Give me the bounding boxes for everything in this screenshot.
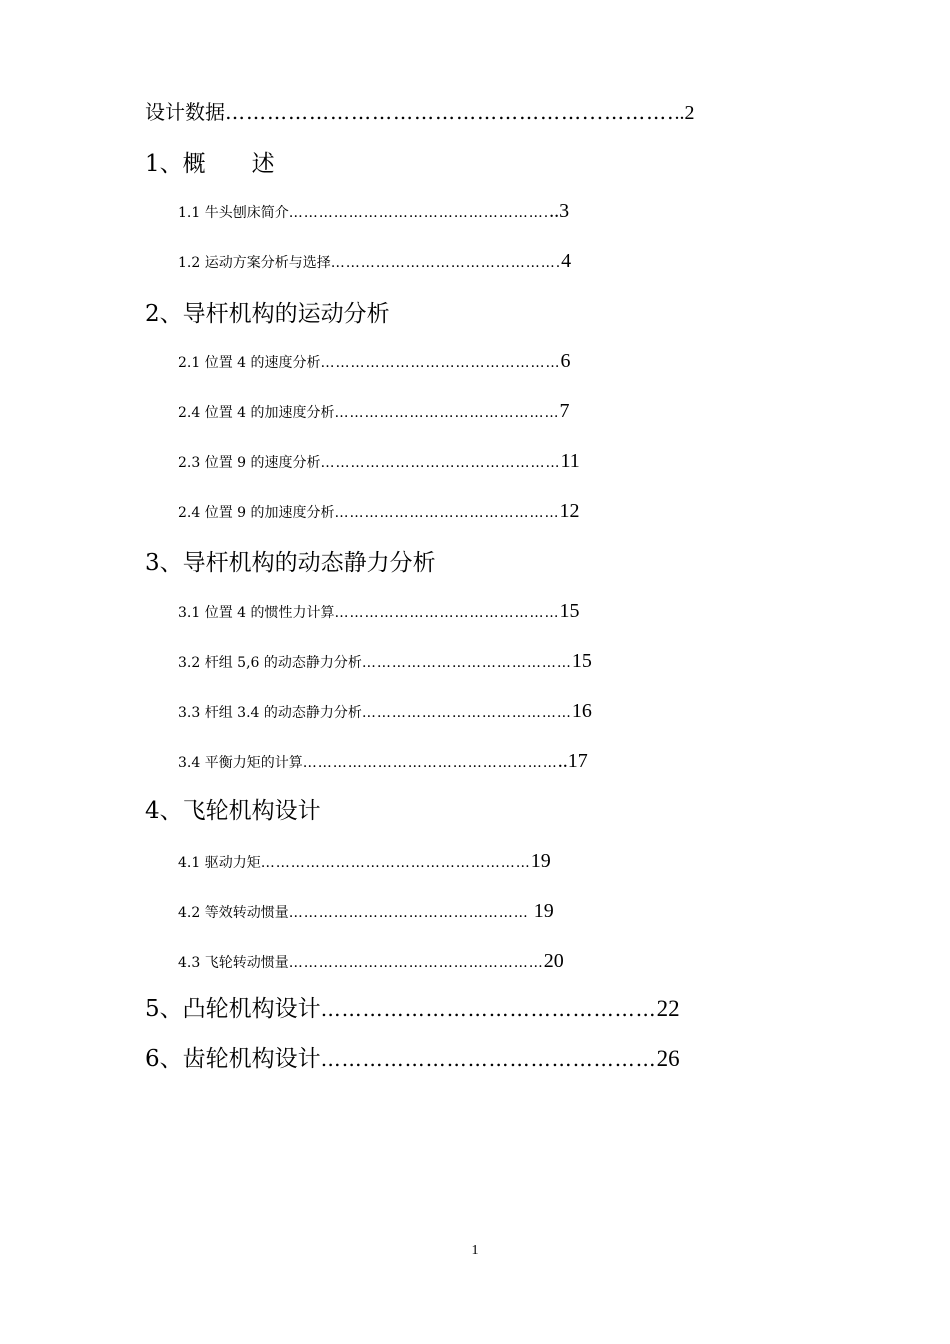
- toc-page-number: 16: [571, 700, 592, 722]
- toc-leader-dots: ……………………………………………: [288, 955, 544, 971]
- toc-leader-dots: ……………………………………………: [302, 755, 558, 771]
- toc-title: 5、凸轮机构设计: [145, 996, 321, 1022]
- toc-entry-3-1: [178, 600, 580, 623]
- toc-leader-dots: ………………………………………: [334, 505, 560, 521]
- toc-entry-2-4b: [178, 500, 580, 523]
- toc-leader-dots: ………………………………………: [334, 405, 560, 421]
- toc-leader-dots: ……………………………………………...……….: [225, 100, 675, 124]
- toc-page-number: 20: [543, 950, 564, 972]
- toc-title: 3.4 平衡力矩的计算: [178, 755, 303, 771]
- toc-title: 4、飞轮机构设计: [145, 798, 321, 824]
- toc-chapter-4: [145, 792, 321, 825]
- toc-page-number: ..2: [674, 102, 695, 124]
- toc-page-number: 22: [656, 996, 680, 1021]
- toc-title: 4.2 等效转动惯量: [178, 905, 289, 921]
- toc-leader-dots: …………………………………………….: [288, 205, 550, 221]
- toc-page-number: ..17: [557, 750, 588, 772]
- toc-title: 2、导杆机构的运动分析: [145, 301, 390, 327]
- toc-entry-4-3: [178, 950, 564, 973]
- toc-entry-3-4: [178, 750, 588, 773]
- toc-title: 6、齿轮机构设计: [145, 1046, 321, 1072]
- toc-title: 1.1 牛头刨床简介: [178, 205, 289, 221]
- toc-title: 3、导杆机构的动态静力分析: [145, 550, 436, 576]
- toc-title: 3.2 杆组 5,6 的动态静力分析: [178, 655, 362, 671]
- toc-title: 2.4 位置 9 的加速度分析: [178, 505, 335, 521]
- toc-page-number: 11: [560, 450, 580, 472]
- toc-leader-dots: ……………………………………: [361, 705, 572, 721]
- toc-entry-4-2: [178, 900, 554, 923]
- toc-title: 4.3 飞轮转动惯量: [178, 955, 289, 971]
- toc-leader-dots: …………………………………………: [320, 455, 561, 471]
- toc-title: 3.3 杆组 3.4 的动态静力分析: [178, 705, 362, 721]
- toc-entry-2-1: [178, 350, 571, 373]
- toc-page-number: 4: [561, 250, 572, 272]
- toc-title: 2.3 位置 9 的速度分析: [178, 455, 321, 471]
- toc-leader-dots: ……………………………………….: [330, 255, 562, 271]
- toc-leader-dots: …………………………………………: [320, 1047, 657, 1071]
- toc-entry-design-data: [145, 96, 694, 125]
- toc-page-number: ..3: [549, 200, 570, 222]
- toc-title: 设计数据: [145, 100, 225, 124]
- toc-chapter-1: [145, 145, 275, 178]
- toc-chapter-6: [145, 1040, 680, 1073]
- toc-title: 1、概 述: [145, 151, 275, 177]
- toc-title: 3.1 位置 4 的惯性力计算: [178, 605, 335, 621]
- toc-page-number: 26: [656, 1046, 680, 1071]
- toc-title: 2.1 位置 4 的速度分析: [178, 355, 321, 371]
- toc-page-number: 6: [560, 350, 571, 372]
- toc-page-number: 7: [559, 400, 570, 422]
- toc-entry-1-2: [178, 250, 571, 273]
- toc-page-number: 15: [571, 650, 592, 672]
- page-footer-number: 1: [471, 1243, 479, 1258]
- toc-entry-2-3: [178, 450, 580, 473]
- toc-title: 4.1 驱动力矩: [178, 855, 261, 871]
- toc-page-number: 19: [530, 850, 551, 872]
- toc-page-number: 12: [559, 500, 580, 522]
- toc-leader-dots: ………………………………………: [334, 605, 560, 621]
- toc-page-number: 19: [528, 900, 554, 922]
- toc-chapter-3: [145, 544, 436, 577]
- toc-title: 1.2 运动方案分析与选择: [178, 255, 331, 271]
- toc-entry-3-3: [178, 700, 592, 723]
- toc-title: 2.4 位置 4 的加速度分析: [178, 405, 335, 421]
- toc-leader-dots: …………………………………………: [320, 355, 561, 371]
- toc-chapter-2: [145, 295, 390, 328]
- toc-page-number: 15: [559, 600, 580, 622]
- toc-entry-1-1: [178, 200, 569, 223]
- toc-leader-dots: ………………………………………………: [260, 855, 531, 871]
- toc-leader-dots: …………………………………………: [288, 905, 529, 921]
- toc-leader-dots: ……………………………………: [361, 655, 572, 671]
- toc-entry-2-4a: [178, 400, 570, 423]
- toc-entry-4-1: [178, 850, 551, 873]
- toc-entry-3-2: [178, 650, 592, 673]
- toc-chapter-5: [145, 990, 680, 1023]
- toc-leader-dots: …………………………………………: [320, 997, 657, 1021]
